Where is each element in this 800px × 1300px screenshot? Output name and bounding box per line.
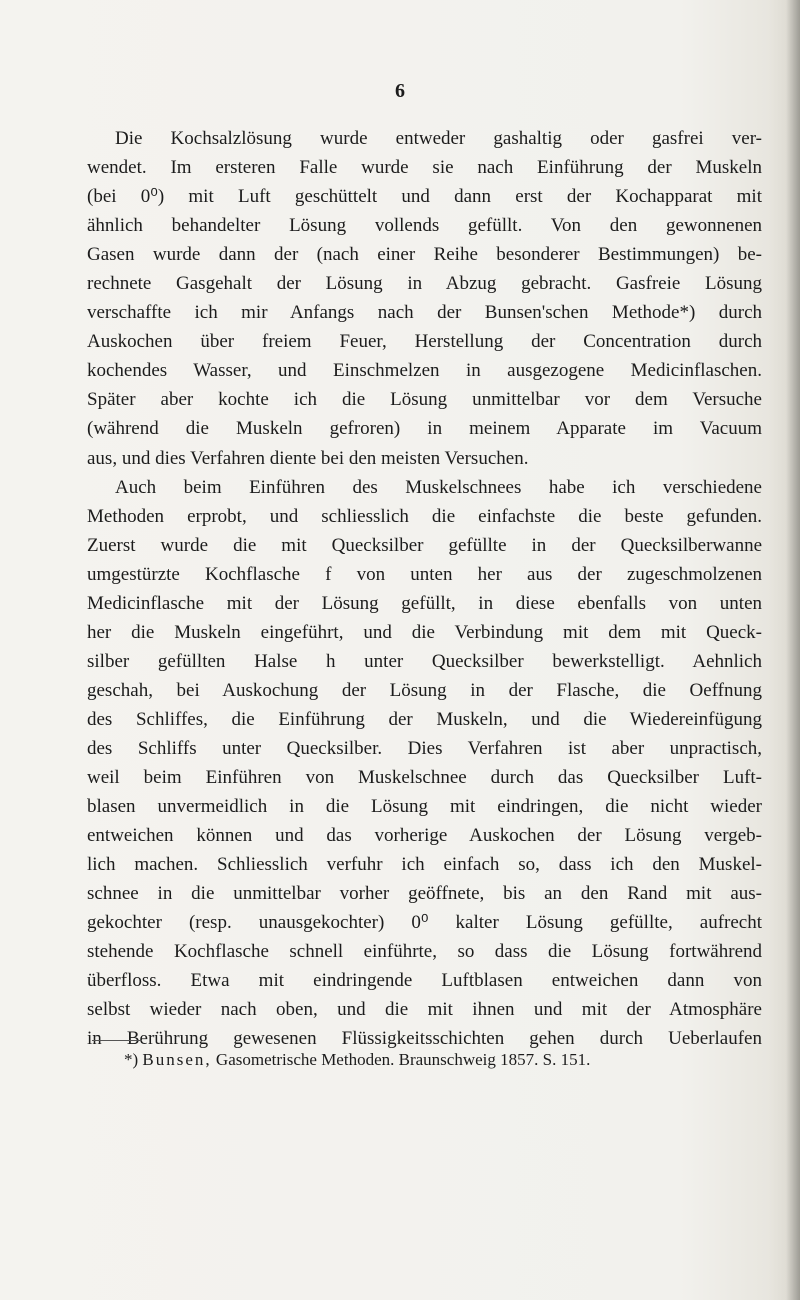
text-line: gekochter (resp. unausgekochter) 0⁰ kalter Lösung gefüllte, aufrecht: [87, 912, 762, 934]
text-line: Methoden erprobt, und schliesslich die einfachste die beste gefunden.: [87, 505, 762, 527]
text-line: überfloss. Etwa mit eindringende Luftblasen entweichen dann von: [87, 970, 762, 992]
text-line: stehende Kochflasche schnell einführte, so dass die Lösung fortwährend: [87, 941, 762, 963]
text-line: wendet. Im ersteren Falle wurde sie nach Einführung der Muskeln: [87, 157, 762, 179]
text-line: lich machen. Schliesslich verfuhr ich einfach so, dass ich den Muskel-: [87, 854, 762, 876]
footnote-divider: [92, 1040, 142, 1041]
text-line: blasen unvermeidlich in die Lösung mit eindringen, die nicht wieder: [87, 796, 762, 818]
text-line: des Schliffes, die Einführung der Muskeln, und die Wiedereinfügung: [87, 708, 762, 730]
paragraph-2: [87, 473, 762, 1054]
page-edge-shadow: [786, 0, 800, 1300]
footnote-author: Bunsen,: [142, 1050, 212, 1069]
text-line: des Schliffs unter Quecksilber. Dies Verfahren ist aber unpractisch,: [87, 737, 762, 759]
text-line: umgestürzte Kochflasche f von unten her aus der zugeschmolzenen: [87, 563, 762, 585]
text-line: her die Muskeln eingeführt, und die Verbindung mit dem mit Queck-: [87, 621, 762, 643]
text-line: weil beim Einführen von Muskelschnee durch das Quecksilber Luft-: [87, 767, 762, 789]
text-line: Zuerst wurde die mit Quecksilber gefüllte in der Quecksilberwanne: [87, 534, 762, 556]
page-number: 6: [395, 80, 405, 102]
text-line: selbst wieder nach oben, und die mit ihnen und mit der Atmosphäre: [87, 999, 762, 1021]
text-line: geschah, bei Auskochung der Lösung in der Flasche, die Oeffnung: [87, 679, 762, 701]
body-text: [87, 124, 762, 1054]
text-line: verschaffte ich mir Anfangs nach der Bunsen'schen Methode*) durch: [87, 302, 762, 324]
text-line: Medicinflasche mit der Lösung gefüllt, in diese ebenfalls von unten: [87, 592, 762, 614]
text-line: ähnlich behandelter Lösung vollends gefüllt. Von den gewonnenen: [87, 215, 762, 237]
text-line: Auch beim Einführen des Muskelschnees habe ich verschiedene: [115, 476, 762, 498]
text-line: silber gefüllten Halse h unter Quecksilber bewerkstelligt. Aehnlich: [87, 650, 762, 672]
text-line: aus, und dies Verfahren diente bei den meisten Versuchen.: [87, 447, 529, 469]
footnote: [124, 1049, 764, 1071]
text-line: (bei 0⁰) mit Luft geschüttelt und dann erst der Kochapparat mit: [87, 186, 762, 208]
footnote-text: Gasometrische Methoden. Braunschweig 1857. S. 151.: [215, 1050, 591, 1069]
text-line: schnee in die unmittelbar vorher geöffnete, bis an den Rand mit aus-: [87, 883, 762, 905]
text-line: entweichen können und das vorherige Auskochen der Lösung vergeb-: [87, 825, 762, 847]
text-line: Gasen wurde dann der (nach einer Reihe besonderer Bestimmungen) be-: [87, 244, 762, 266]
footnote-marker: *): [124, 1050, 139, 1069]
text-line: kochendes Wasser, und Einschmelzen in ausgezogene Medicinflaschen.: [87, 360, 762, 382]
text-line: Die Kochsalzlösung wurde entweder gashaltig oder gasfrei ver-: [115, 128, 762, 149]
text-line: Später aber kochte ich die Lösung unmittelbar vor dem Versuche: [87, 389, 762, 411]
text-line: in Berührung gewesenen Flüssigkeitsschichten gehen durch Ueberlaufen: [87, 1028, 762, 1050]
paragraph-1: [87, 124, 762, 473]
text-line: Auskochen über freiem Feuer, Herstellung der Concentration durch: [87, 331, 762, 353]
text-line: rechnete Gasgehalt der Lösung in Abzug gebracht. Gasfreie Lösung: [87, 273, 762, 295]
text-line: (während die Muskeln gefroren) in meinem Apparate im Vacuum: [87, 418, 762, 440]
